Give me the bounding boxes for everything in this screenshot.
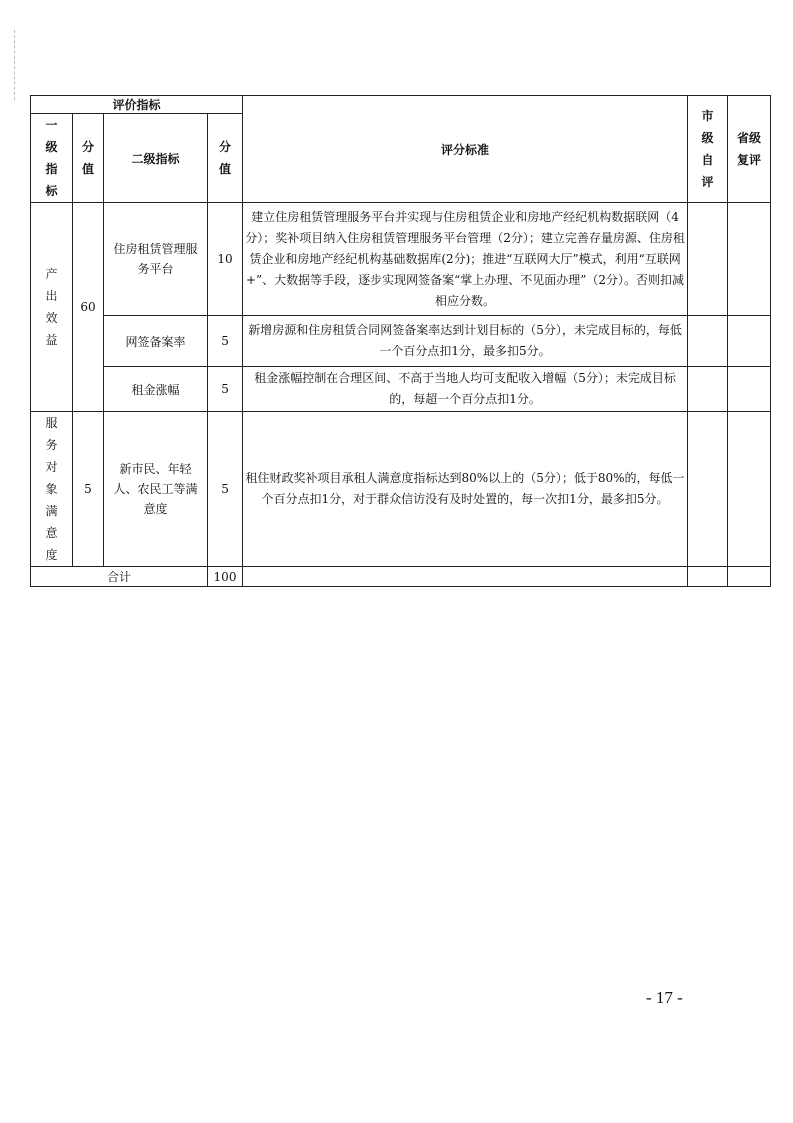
level2-score-cell: 5 [208,316,243,367]
header-review [728,96,771,203]
header-score1 [73,114,104,203]
total-self-eval-cell [688,567,728,587]
header-score2 [208,114,243,203]
review-cell [728,203,771,316]
level2-indicator-cell [104,203,208,316]
level2-indicator-cell: 网签备案率 [104,316,208,367]
level2-score-cell: 5 [208,367,243,412]
level1-indicator-cell [31,412,73,567]
level2-score-cell: 10 [208,203,243,316]
review-cell [728,412,771,567]
scan-edge-mark [14,30,17,100]
level2-score-cell: 5 [208,412,243,567]
header-criteria: 评分标准 [243,96,688,203]
page-number: - 17 - [646,988,683,1007]
level2-indicator-cell [104,412,208,567]
header-self-eval [688,96,728,203]
total-row [31,567,771,587]
header-row-group [31,96,771,114]
criteria-cell: 租金涨幅控制在合理区间、不高于当地人均可支配收入增幅（5分）；未完成目标的，每超一个百分点扣1分。 [243,367,688,412]
level1-indicator-text: 服务对象满意度 [45,416,58,562]
level2-indicator-text: 住房租赁管理服务平台 [113,242,198,276]
criteria-cell: 租住财政奖补项目承租人满意度指标达到80%以上的（5分）；低于80%的，每低一个百分点扣1分，对于群众信访没有及时处置的，每一次扣1分，最多扣5分。 [243,412,688,567]
self-eval-cell [688,367,728,412]
header-group-cell: 评价指标 [31,96,243,114]
table-row [31,412,771,567]
criteria-cell: 建立住房租赁管理服务平台并实现与住房租赁企业和房地产经纪机构数据联网（4分）；奖补项目纳入住房租赁管理服务平台管理（2分）；建立完善存量房源、住房租赁企业和房地产经纪机构基础数据库(2分)；推进“互联网大厅”模式，利用“互联网+”、大数据等手段，逐步实现网签备案“掌上办理、不见面办理”（2分）。否则扣减相应分数。 [243,203,688,316]
header-review-text: 省级复评 [737,131,762,167]
total-label: 合计 [31,567,208,587]
level2-indicator-cell: 租金涨幅 [104,367,208,412]
total-review-cell [728,567,771,587]
table-row [31,367,771,412]
total-score: 100 [208,567,243,587]
review-cell [728,367,771,412]
level1-indicator-cell [31,203,73,412]
evaluation-table [30,95,771,587]
header-score1-text: 分值 [81,140,94,176]
header-level1-text: 一级指标 [45,118,58,198]
self-eval-cell [688,316,728,367]
header-level1 [31,114,73,203]
header-score2-text: 分值 [218,140,231,176]
level1-indicator-text: 产出效益 [45,267,58,347]
level1-score-cell: 5 [73,412,104,567]
self-eval-cell [688,203,728,316]
level2-indicator-text: 新市民、年轻人、农民工等满意度 [113,462,198,516]
level1-score-cell: 60 [73,203,104,412]
table-row [31,316,771,367]
header-self-eval-text: 市级自评 [701,109,714,189]
total-criteria-cell [243,567,688,587]
table-row [31,203,771,316]
criteria-cell: 新增房源和住房租赁合同网签备案率达到计划目标的（5分），未完成目标的，每低一个百分点扣1分，最多扣5分。 [243,316,688,367]
header-level2: 二级指标 [104,114,208,203]
self-eval-cell [688,412,728,567]
review-cell [728,316,771,367]
